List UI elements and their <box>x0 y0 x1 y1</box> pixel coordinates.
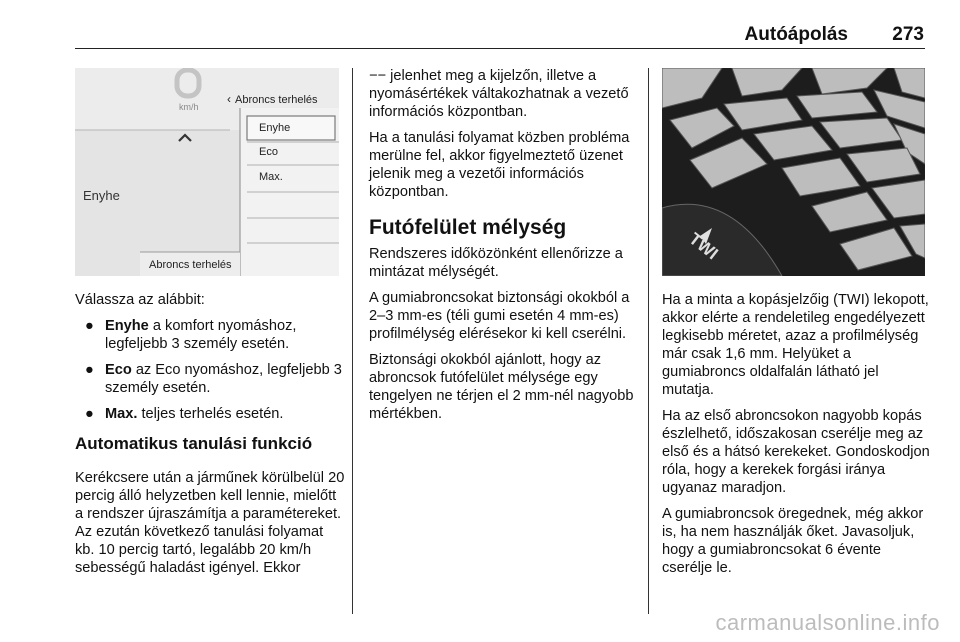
selected-option: Enyhe <box>83 188 120 203</box>
bullet-term: Eco <box>105 362 132 378</box>
section-heading-auto-learning: Automatikus tanulási funkció <box>75 434 313 453</box>
column-2 <box>369 67 637 431</box>
status-bar-label: Abroncs terhelés <box>149 259 232 271</box>
header-rule <box>75 48 925 49</box>
bullet-item <box>75 405 345 423</box>
column-3 <box>662 291 930 585</box>
column-divider <box>648 68 649 614</box>
bullet-item <box>75 361 345 397</box>
paragraph: Rendszeres időközönként ellenőrizze a mintázat mélységét. <box>369 246 623 280</box>
section-heading-tread-depth: Futófelület mélység <box>369 216 567 239</box>
paragraph: Ha a tanulási folyamat közben probléma merülne fel, akkor figyelmeztető üzenet jelenik meg a vezetői információs központban. <box>369 130 630 200</box>
bullet-term: Max. <box>105 406 138 422</box>
paragraph: A gumiabroncsok öregednek, még akkor is, ha nem használják őket. Javasoljuk, hogy a gumiabroncsokat 6 évente cserélje le. <box>662 506 924 576</box>
paragraph: Biztonsági okokból ajánlott, hogy az abroncsok futófelület mélysége egy tengelyen ne térjen el 2 mm-nél nagyobb mértékben. <box>369 352 634 422</box>
paragraph: A gumiabroncsokat biztonsági okokból a 2–3 mm-es (téli gumi esetén 4 mm-es) profilmélység elérésekor ki kell cserélni. <box>369 290 630 342</box>
column-1 <box>75 291 345 585</box>
intro-text: Válassza az alábbit: <box>75 292 205 308</box>
chevron-left-icon: ‹ <box>227 92 231 106</box>
twi-label: TWI <box>685 229 722 264</box>
bullet-term: Enyhe <box>105 318 149 334</box>
menu-item-max[interactable]: Max. <box>259 171 283 183</box>
page-number: 273 <box>892 24 924 45</box>
paragraph: Ha a minta a kopásjelzőig (TWI) lekopott, akkor elérte a rendeletileg engedélyezett legkisebb méretet, azaz a profilmélység már csak 1,6 mm. Helyüket a gumiabroncs oldalfalán látható jel mutatja. <box>662 292 929 398</box>
bullet-dot-icon: ● <box>85 406 94 422</box>
bullet-text: teljes terhelés esetén. <box>137 406 284 422</box>
bullet-item <box>75 317 345 353</box>
watermark: carmanualsonline.info <box>715 610 940 635</box>
page-header-title: Autóápolás <box>744 24 848 45</box>
bullet-text: a komfort nyomáshoz, legfeljebb 3 személy esetén. <box>105 318 297 352</box>
bullet-dot-icon: ● <box>85 362 94 378</box>
menu-item-eco[interactable]: Eco <box>259 146 278 158</box>
display-menu-figure <box>75 68 339 276</box>
paragraph: Ha az első abroncsokon nagyobb kopás észlelhető, időszakosan cserélje meg az első és a hátsó kerekeket. Gondoskodjon róla, hogy a kerekek forgási iránya ugyanaz maradjon. <box>662 408 930 496</box>
tread-wear-indicator-figure <box>662 68 925 276</box>
bullet-dot-icon: ● <box>85 318 94 334</box>
column-divider <box>352 68 353 614</box>
paragraph: −− jelenhet meg a kijelzőn, illetve a nyomásértékek váltakozhatnak a vezető információs központban. <box>369 68 629 120</box>
menu-item-enyhe[interactable]: Enyhe <box>259 122 291 134</box>
bullet-text: az Eco nyomáshoz, legfeljebb 3 személy esetén. <box>105 362 342 396</box>
paragraph: Kerékcsere után a járműnek körülbelül 20 percig álló helyzetben kell lennie, mielőtt a rendszer újraszámítja a paramétereket. Az ezután következő tanulási folyamat kb. 10 percig tartó, legalább 20 km/h sebességű haladást igényel. Ekkor <box>75 470 345 576</box>
back-label: Abroncs terhelés <box>235 94 318 106</box>
speed-unit: km/h <box>179 102 199 112</box>
